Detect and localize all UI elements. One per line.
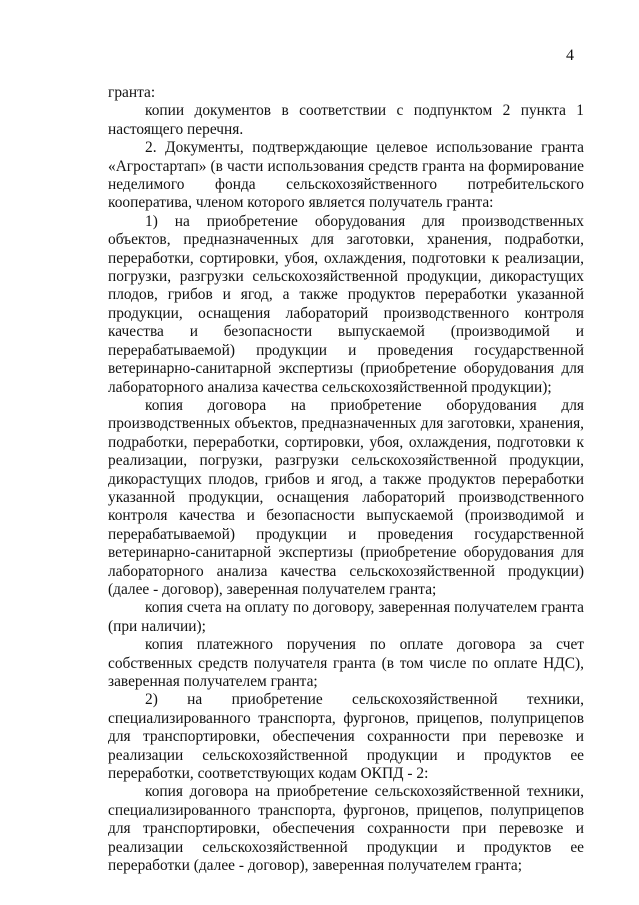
paragraph-section-2: 2. Документы, подтверждающие целевое использование гранта «Агростартап» (в части использования средств гранта на формирование неделимого фонда сельскохозяйственного потребительского кооператива, членом которого является получатель гранта:: [108, 139, 584, 212]
paragraph-invoice-copy: копия счета на оплату по договору, заверенная получателем гранта (при наличии);: [108, 599, 584, 635]
paragraph-document-copies: копии документов в соответствии с подпунктом 2 пункта 1 настоящего перечня.: [108, 102, 584, 138]
paragraph-item-2-machinery: 2) на приобретение сельскохозяйственной техники, специализированного транспорта, фургонов, прицепов, полуприцепов для транспортировки, обеспечения сохранности при перевозке и реализации сельскохозяйственной продукции и продуктов ее переработки, соответствующих кодам ОКПД - 2:: [108, 691, 584, 783]
paragraph-grant-continuation: гранта:: [108, 84, 156, 101]
paragraph-machinery-contract-copy: копия договора на приобретение сельскохозяйственной техники, специализированного транспорта, фургонов, прицепов, полуприцепов для транспортировки, обеспечения сохранности при перевозке и реализации сельскохозяйственной продукции и продуктов ее переработки (далее - договор), заверенная получателем гранта;: [108, 783, 584, 875]
document-body: [108, 84, 584, 875]
paragraph-payment-order-copy: копия платежного поручения по оплате договора за счет собственных средств получателя гранта (в том числе по оплате НДС), заверенная получателем гранта;: [108, 636, 584, 690]
paragraph-equipment-contract-copy: копия договора на приобретение оборудования для производственных объектов, предназначенных для заготовки, хранения, подработки, переработки, сортировки, убоя, охлаждения, подготовки к реализации, погрузки, разгрузки сельскохозяйственной продукции, дикорастущих плодов, грибов и ягод, а также продуктов переработки указанной продукции, оснащения лабораторий производственного контроля качества и безопасности выпускаемой (производимой и перерабатываемой) продукции и проведения государственной ветеринарно-санитарной экспертизы (приобретение оборудования для лабораторного анализа качества сельскохозяйственной продукции) (далее - договор), заверенная получателем гранта;: [108, 396, 584, 598]
page-number: 4: [566, 47, 574, 64]
paragraph-item-1-equipment: 1) на приобретение оборудования для производственных объектов, предназначенных для заготовки, хранения, подработки, переработки, сортировки, убоя, охлаждения, подготовки к реализации, погрузки, разгрузки сельскохозяйственной продукции, дикорастущих плодов, грибов и ягод, а также продуктов переработки указанной продукции, оснащения лабораторий производственного контроля качества и безопасности выпускаемой (производимой и перерабатываемой) продукции и проведения государственной ветеринарно-санитарной экспертизы (приобретение оборудования для лабораторного анализа качества сельскохозяйственной продукции);: [108, 212, 584, 396]
